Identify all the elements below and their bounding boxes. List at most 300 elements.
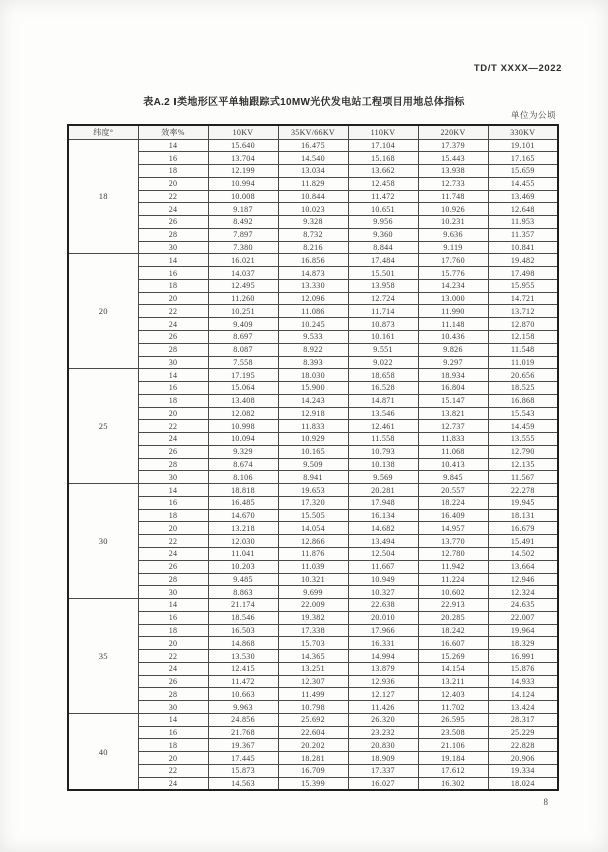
value-cell: 8.674	[208, 458, 278, 471]
value-cell: 9.328	[278, 216, 348, 229]
value-cell: 15.269	[418, 650, 488, 663]
value-cell: 11.702	[418, 701, 488, 714]
indicator-table	[67, 124, 559, 791]
efficiency-cell: 14	[138, 484, 208, 497]
value-cell: 12.504	[348, 548, 418, 561]
doc-code: TD/T XXXX—2022	[473, 63, 562, 74]
efficiency-cell: 20	[138, 292, 208, 305]
table-row	[68, 420, 558, 433]
value-cell: 12.199	[208, 165, 278, 178]
efficiency-cell: 14	[138, 139, 208, 152]
value-cell: 18.909	[348, 752, 418, 765]
value-cell: 9.297	[418, 356, 488, 369]
value-cell: 11.019	[488, 356, 558, 369]
value-cell: 24.856	[208, 713, 278, 726]
value-cell: 16.302	[418, 777, 488, 790]
value-cell: 12.648	[488, 203, 558, 216]
value-cell: 10.841	[488, 241, 558, 254]
table-row	[68, 586, 558, 599]
page-number: 8	[543, 797, 548, 807]
value-cell: 14.563	[208, 777, 278, 790]
efficiency-cell: 20	[138, 522, 208, 535]
value-cell: 13.879	[348, 662, 418, 675]
value-cell: 12.936	[348, 675, 418, 688]
value-cell: 15.955	[488, 279, 558, 292]
value-cell: 11.039	[278, 560, 348, 573]
value-cell: 11.558	[348, 433, 418, 446]
value-cell: 10.138	[348, 458, 418, 471]
efficiency-cell: 20	[138, 177, 208, 190]
value-cell: 9.022	[348, 356, 418, 369]
value-cell: 13.664	[488, 560, 558, 573]
efficiency-cell: 16	[138, 496, 208, 509]
efficiency-cell: 28	[138, 228, 208, 241]
value-cell: 11.472	[208, 675, 278, 688]
value-cell: 12.458	[348, 177, 418, 190]
value-cell: 20.281	[348, 484, 418, 497]
value-cell: 14.502	[488, 548, 558, 561]
value-cell: 12.030	[208, 535, 278, 548]
value-cell: 12.324	[488, 586, 558, 599]
table-row	[68, 330, 558, 343]
table-row	[68, 254, 558, 267]
value-cell: 12.724	[348, 292, 418, 305]
table-row	[68, 535, 558, 548]
value-cell: 18.131	[488, 509, 558, 522]
value-cell: 22.913	[418, 599, 488, 612]
value-cell: 17.320	[278, 496, 348, 509]
table-row	[68, 637, 558, 650]
efficiency-cell: 14	[138, 713, 208, 726]
efficiency-cell: 30	[138, 701, 208, 714]
value-cell: 20.285	[418, 611, 488, 624]
value-cell: 16.409	[418, 509, 488, 522]
value-cell: 13.000	[418, 292, 488, 305]
value-cell: 15.873	[208, 765, 278, 778]
value-cell: 10.998	[208, 420, 278, 433]
table-row	[68, 190, 558, 203]
value-cell: 16.134	[348, 509, 418, 522]
value-cell: 22.604	[278, 726, 348, 739]
value-cell: 8.087	[208, 343, 278, 356]
efficiency-cell: 24	[138, 777, 208, 790]
col-header-latitude: 纬度°	[68, 125, 138, 139]
efficiency-cell: 14	[138, 599, 208, 612]
efficiency-cell: 24	[138, 433, 208, 446]
value-cell: 18.525	[488, 382, 558, 395]
table-row	[68, 509, 558, 522]
value-cell: 14.670	[208, 509, 278, 522]
value-cell: 7.558	[208, 356, 278, 369]
col-header-efficiency: 效率%	[138, 125, 208, 139]
efficiency-cell: 28	[138, 343, 208, 356]
value-cell: 15.876	[488, 662, 558, 675]
value-cell: 10.926	[418, 203, 488, 216]
table-row	[68, 318, 558, 331]
table-row	[68, 216, 558, 229]
value-cell: 9.187	[208, 203, 278, 216]
value-cell: 20.010	[348, 611, 418, 624]
value-cell: 14.455	[488, 177, 558, 190]
latitude-cell: 18	[68, 139, 138, 254]
value-cell: 15.659	[488, 165, 558, 178]
table-row	[68, 484, 558, 497]
value-cell: 20.557	[418, 484, 488, 497]
efficiency-cell: 16	[138, 152, 208, 165]
value-cell: 11.548	[488, 343, 558, 356]
value-cell: 15.443	[418, 152, 488, 165]
efficiency-cell: 16	[138, 382, 208, 395]
value-cell: 10.436	[418, 330, 488, 343]
value-cell: 12.918	[278, 407, 348, 420]
table-row	[68, 369, 558, 382]
value-cell: 23.508	[418, 726, 488, 739]
indicator-table-body	[68, 139, 558, 790]
value-cell: 19.184	[418, 752, 488, 765]
efficiency-cell: 30	[138, 586, 208, 599]
value-cell: 11.748	[418, 190, 488, 203]
value-cell: 9.551	[348, 343, 418, 356]
value-cell: 14.873	[278, 267, 348, 280]
value-cell: 13.958	[348, 279, 418, 292]
value-cell: 12.415	[208, 662, 278, 675]
value-cell: 16.027	[348, 777, 418, 790]
table-row	[68, 675, 558, 688]
table-row	[68, 713, 558, 726]
value-cell: 10.251	[208, 305, 278, 318]
col-header-10kv: 10KV	[208, 125, 278, 139]
value-cell: 15.543	[488, 407, 558, 420]
value-cell: 25.229	[488, 726, 558, 739]
value-cell: 14.682	[348, 522, 418, 535]
value-cell: 22.009	[278, 599, 348, 612]
value-cell: 14.037	[208, 267, 278, 280]
value-cell: 9.119	[418, 241, 488, 254]
value-cell: 16.485	[208, 496, 278, 509]
value-cell: 21.174	[208, 599, 278, 612]
col-header-220kv: 220KV	[418, 125, 488, 139]
table-header-row	[68, 125, 558, 139]
value-cell: 12.737	[418, 420, 488, 433]
table-row	[68, 650, 558, 663]
value-cell: 12.780	[418, 548, 488, 561]
table-row	[68, 522, 558, 535]
value-cell: 9.963	[208, 701, 278, 714]
value-cell: 9.409	[208, 318, 278, 331]
value-cell: 26.320	[348, 713, 418, 726]
value-cell: 14.721	[488, 292, 558, 305]
value-cell: 11.990	[418, 305, 488, 318]
value-cell: 14.994	[348, 650, 418, 663]
value-cell: 15.399	[278, 777, 348, 790]
value-cell: 11.714	[348, 305, 418, 318]
table-row	[68, 292, 558, 305]
value-cell: 11.833	[278, 420, 348, 433]
value-cell: 15.776	[418, 267, 488, 280]
value-cell: 14.243	[278, 394, 348, 407]
value-cell: 8.863	[208, 586, 278, 599]
value-cell: 9.485	[208, 573, 278, 586]
table-row	[68, 177, 558, 190]
value-cell: 23.232	[348, 726, 418, 739]
value-cell: 19.653	[278, 484, 348, 497]
value-cell: 14.540	[278, 152, 348, 165]
value-cell: 13.821	[418, 407, 488, 420]
value-cell: 10.793	[348, 445, 418, 458]
value-cell: 17.338	[278, 624, 348, 637]
value-cell: 11.068	[418, 445, 488, 458]
value-cell: 13.662	[348, 165, 418, 178]
table-row	[68, 445, 558, 458]
table-row	[68, 228, 558, 241]
value-cell: 19.482	[488, 254, 558, 267]
value-cell: 19.382	[278, 611, 348, 624]
table-row	[68, 343, 558, 356]
value-cell: 20.656	[488, 369, 558, 382]
value-cell: 17.445	[208, 752, 278, 765]
efficiency-cell: 22	[138, 765, 208, 778]
value-cell: 10.321	[278, 573, 348, 586]
value-cell: 9.956	[348, 216, 418, 229]
value-cell: 15.064	[208, 382, 278, 395]
value-cell: 19.334	[488, 765, 558, 778]
value-cell: 16.991	[488, 650, 558, 663]
efficiency-cell: 18	[138, 279, 208, 292]
efficiency-cell: 18	[138, 509, 208, 522]
value-cell: 10.008	[208, 190, 278, 203]
table-row	[68, 765, 558, 778]
value-cell: 9.360	[348, 228, 418, 241]
value-cell: 14.154	[418, 662, 488, 675]
value-cell: 18.030	[278, 369, 348, 382]
efficiency-cell: 24	[138, 203, 208, 216]
value-cell: 17.760	[418, 254, 488, 267]
value-cell: 11.876	[278, 548, 348, 561]
value-cell: 12.870	[488, 318, 558, 331]
value-cell: 12.946	[488, 573, 558, 586]
value-cell: 10.203	[208, 560, 278, 573]
value-cell: 18.024	[488, 777, 558, 790]
value-cell: 13.330	[278, 279, 348, 292]
value-cell: 18.281	[278, 752, 348, 765]
latitude-cell: 40	[68, 713, 138, 790]
value-cell: 10.094	[208, 433, 278, 446]
table-row	[68, 624, 558, 637]
efficiency-cell: 22	[138, 650, 208, 663]
efficiency-cell: 14	[138, 254, 208, 267]
value-cell: 12.461	[348, 420, 418, 433]
table-title: 表A.2 Ⅰ类地形区平单轴跟踪式10MW光伏发电站工程项目用地总体指标	[143, 97, 465, 108]
value-cell: 16.804	[418, 382, 488, 395]
value-cell: 9.826	[418, 343, 488, 356]
table-row	[68, 203, 558, 216]
value-cell: 14.124	[488, 688, 558, 701]
value-cell: 17.337	[348, 765, 418, 778]
table-row	[68, 688, 558, 701]
value-cell: 11.953	[488, 216, 558, 229]
value-cell: 18.546	[208, 611, 278, 624]
value-cell: 15.703	[278, 637, 348, 650]
table-row	[68, 662, 558, 675]
value-cell: 7.380	[208, 241, 278, 254]
table-row	[68, 407, 558, 420]
efficiency-cell: 20	[138, 407, 208, 420]
efficiency-cell: 16	[138, 726, 208, 739]
value-cell: 16.607	[418, 637, 488, 650]
value-cell: 10.602	[418, 586, 488, 599]
table-row	[68, 560, 558, 573]
table-row	[68, 573, 558, 586]
efficiency-cell: 24	[138, 318, 208, 331]
efficiency-cell: 26	[138, 675, 208, 688]
value-cell: 10.327	[348, 586, 418, 599]
value-cell: 22.007	[488, 611, 558, 624]
value-cell: 11.426	[348, 701, 418, 714]
latitude-cell: 25	[68, 369, 138, 484]
value-cell: 20.202	[278, 739, 348, 752]
table-row	[68, 382, 558, 395]
value-cell: 17.484	[348, 254, 418, 267]
table-row	[68, 599, 558, 612]
value-cell: 10.245	[278, 318, 348, 331]
value-cell: 12.082	[208, 407, 278, 420]
value-cell: 15.501	[348, 267, 418, 280]
value-cell: 17.195	[208, 369, 278, 382]
value-cell: 15.491	[488, 535, 558, 548]
efficiency-cell: 22	[138, 190, 208, 203]
value-cell: 16.868	[488, 394, 558, 407]
value-cell: 13.408	[208, 394, 278, 407]
efficiency-cell: 30	[138, 356, 208, 369]
value-cell: 11.499	[278, 688, 348, 701]
value-cell: 12.403	[418, 688, 488, 701]
table-row	[68, 548, 558, 561]
efficiency-cell: 18	[138, 624, 208, 637]
value-cell: 16.475	[278, 139, 348, 152]
value-cell: 10.651	[348, 203, 418, 216]
efficiency-cell: 26	[138, 445, 208, 458]
table-row	[68, 701, 558, 714]
value-cell: 10.413	[418, 458, 488, 471]
efficiency-cell: 22	[138, 305, 208, 318]
value-cell: 11.086	[278, 305, 348, 318]
value-cell: 8.922	[278, 343, 348, 356]
efficiency-cell: 24	[138, 662, 208, 675]
table-row	[68, 611, 558, 624]
value-cell: 10.798	[278, 701, 348, 714]
value-cell: 22.278	[488, 484, 558, 497]
efficiency-cell: 18	[138, 165, 208, 178]
value-cell: 11.041	[208, 548, 278, 561]
value-cell: 12.135	[488, 458, 558, 471]
value-cell: 9.699	[278, 586, 348, 599]
efficiency-cell: 28	[138, 688, 208, 701]
value-cell: 10.949	[348, 573, 418, 586]
value-cell: 15.640	[208, 139, 278, 152]
efficiency-cell: 20	[138, 752, 208, 765]
value-cell: 12.866	[278, 535, 348, 548]
efficiency-cell: 18	[138, 739, 208, 752]
value-cell: 16.709	[278, 765, 348, 778]
value-cell: 16.679	[488, 522, 558, 535]
efficiency-cell: 26	[138, 330, 208, 343]
value-cell: 28.317	[488, 713, 558, 726]
value-cell: 18.658	[348, 369, 418, 382]
value-cell: 10.844	[278, 190, 348, 203]
efficiency-cell: 28	[138, 573, 208, 586]
unit-note: 单位为公顷	[510, 110, 556, 120]
value-cell: 15.168	[348, 152, 418, 165]
value-cell: 20.830	[348, 739, 418, 752]
value-cell: 12.096	[278, 292, 348, 305]
value-cell: 19.101	[488, 139, 558, 152]
value-cell: 16.856	[278, 254, 348, 267]
value-cell: 14.054	[278, 522, 348, 535]
value-cell: 7.897	[208, 228, 278, 241]
value-cell: 17.966	[348, 624, 418, 637]
value-cell: 13.704	[208, 152, 278, 165]
col-header-35kv-66kv: 35KV/66KV	[278, 125, 348, 139]
value-cell: 13.494	[348, 535, 418, 548]
efficiency-cell: 20	[138, 637, 208, 650]
value-cell: 13.938	[418, 165, 488, 178]
value-cell: 9.509	[278, 458, 348, 471]
value-cell: 17.498	[488, 267, 558, 280]
value-cell: 11.260	[208, 292, 278, 305]
efficiency-cell: 30	[138, 241, 208, 254]
value-cell: 8.697	[208, 330, 278, 343]
value-cell: 8.492	[208, 216, 278, 229]
value-cell: 17.104	[348, 139, 418, 152]
efficiency-cell: 14	[138, 369, 208, 382]
value-cell: 10.231	[418, 216, 488, 229]
table-row	[68, 394, 558, 407]
efficiency-cell: 22	[138, 535, 208, 548]
value-cell: 15.505	[278, 509, 348, 522]
value-cell: 11.567	[488, 471, 558, 484]
value-cell: 17.612	[418, 765, 488, 778]
value-cell: 11.667	[348, 560, 418, 573]
value-cell: 14.234	[418, 279, 488, 292]
value-cell: 16.021	[208, 254, 278, 267]
efficiency-cell: 24	[138, 548, 208, 561]
latitude-cell: 20	[68, 254, 138, 369]
efficiency-cell: 28	[138, 458, 208, 471]
value-cell: 15.900	[278, 382, 348, 395]
table-row	[68, 433, 558, 446]
col-header-110kv: 110KV	[348, 125, 418, 139]
value-cell: 18.242	[418, 624, 488, 637]
value-cell: 9.533	[278, 330, 348, 343]
value-cell: 13.546	[348, 407, 418, 420]
value-cell: 18.329	[488, 637, 558, 650]
value-cell: 22.638	[348, 599, 418, 612]
value-cell: 21.106	[418, 739, 488, 752]
value-cell: 12.790	[488, 445, 558, 458]
value-cell: 9.845	[418, 471, 488, 484]
table-row	[68, 305, 558, 318]
table-row	[68, 777, 558, 790]
value-cell: 19.367	[208, 739, 278, 752]
value-cell: 12.127	[348, 688, 418, 701]
table-row	[68, 726, 558, 739]
value-cell: 11.224	[418, 573, 488, 586]
table-row	[68, 458, 558, 471]
efficiency-cell: 26	[138, 560, 208, 573]
value-cell: 12.733	[418, 177, 488, 190]
value-cell: 19.964	[488, 624, 558, 637]
table-row	[68, 241, 558, 254]
